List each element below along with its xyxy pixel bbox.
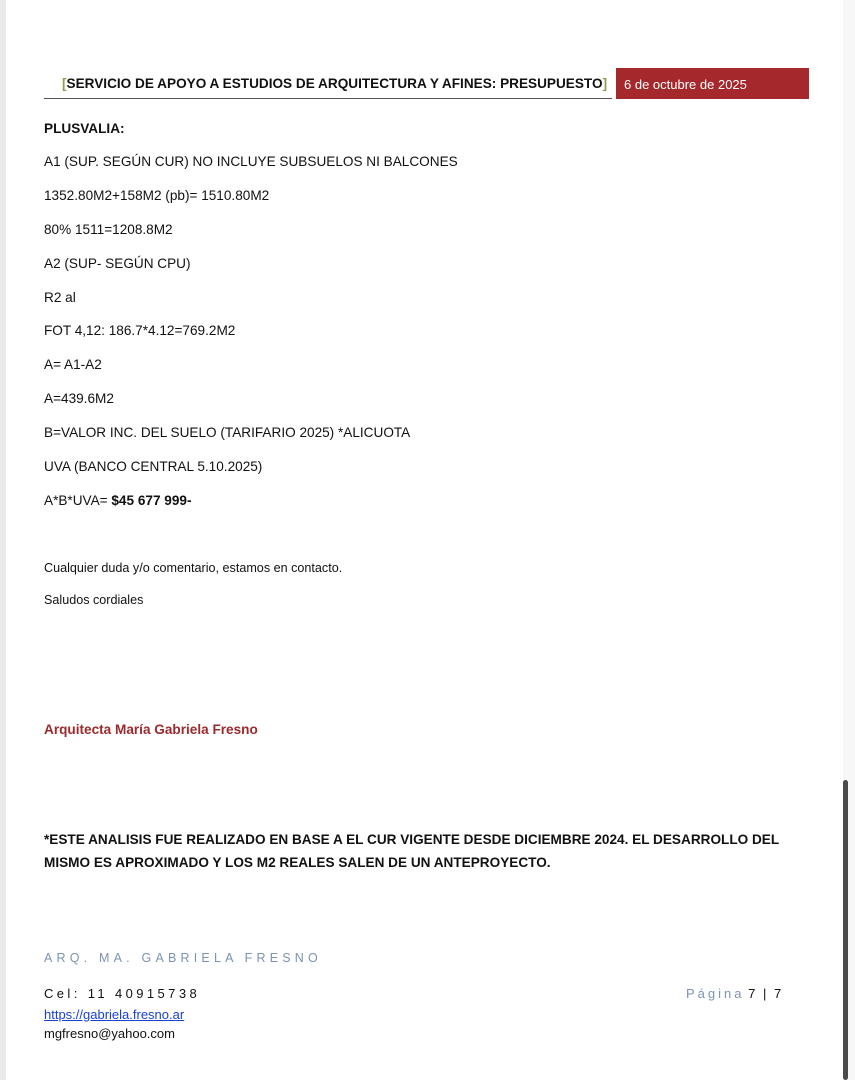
page-header (44, 68, 809, 99)
calc-line: FOT 4,12: 186.7*4.12=769.2M2 (44, 323, 236, 338)
calc-line: UVA (BANCO CENTRAL 5.10.2025) (44, 459, 263, 474)
footer-website-link[interactable]: https://gabriela.fresno.ar (44, 1007, 185, 1022)
signature: Arquitecta María Gabriela Fresno (44, 722, 258, 737)
scrollbar-thumb[interactable] (843, 780, 848, 1080)
page-number (686, 986, 783, 1001)
result-line (44, 493, 192, 508)
calc-line: A=439.6M2 (44, 391, 114, 406)
calc-line: A2 (SUP- SEGÚN CPU) (44, 256, 191, 271)
calc-line: A1 (SUP. SEGÚN CUR) NO INCLUYE SUBSUELOS NI BALCONES (44, 154, 458, 169)
header-rule (44, 98, 612, 99)
section-heading: PLUSVALIA: (44, 121, 125, 136)
header-title (62, 76, 607, 91)
calc-line: 1352.80M2+158M2 (pb)= 1510.80M2 (44, 188, 270, 203)
calc-line: R2 al (44, 290, 76, 305)
calc-line: A= A1-A2 (44, 357, 102, 372)
page-label: Página (686, 986, 745, 1001)
closing-greeting: Saludos cordiales (44, 593, 144, 607)
result-value: $45 677 999- (111, 493, 192, 508)
closing-line: Cualquier duda y/o comentario, estamos en contacto. (44, 561, 343, 575)
footer-email: mgfresno@yahoo.com (44, 1026, 175, 1041)
header-bracket-open: [ (62, 76, 67, 91)
footer-name: ARQ. MA. GABRIELA FRESNO (44, 951, 322, 965)
page-count: 7 | 7 (748, 986, 784, 1001)
footer-phone: Cel: 11 40915738 (44, 986, 201, 1001)
header-bracket-close: ] (602, 76, 608, 91)
header-title-text: SERVICIO DE APOYO A ESTUDIOS DE ARQUITECTURA Y AFINES: PRESUPUESTO (66, 76, 603, 91)
calc-line: 80% 1511=1208.8M2 (44, 222, 173, 237)
header-date: 6 de octubre de 2025 (616, 68, 809, 99)
result-prefix: A*B*UVA= (44, 493, 112, 508)
calc-line: B=VALOR INC. DEL SUELO (TARIFARIO 2025) *ALICUOTA (44, 425, 411, 440)
disclaimer: *ESTE ANALISIS FUE REALIZADO EN BASE A EL CUR VIGENTE DESDE DICIEMBRE 2024. EL DESARROLLO DEL MISMO ES APROXIMADO Y LOS M2 REALES SALEN DE UN ANTEPROYECTO. (44, 832, 779, 870)
